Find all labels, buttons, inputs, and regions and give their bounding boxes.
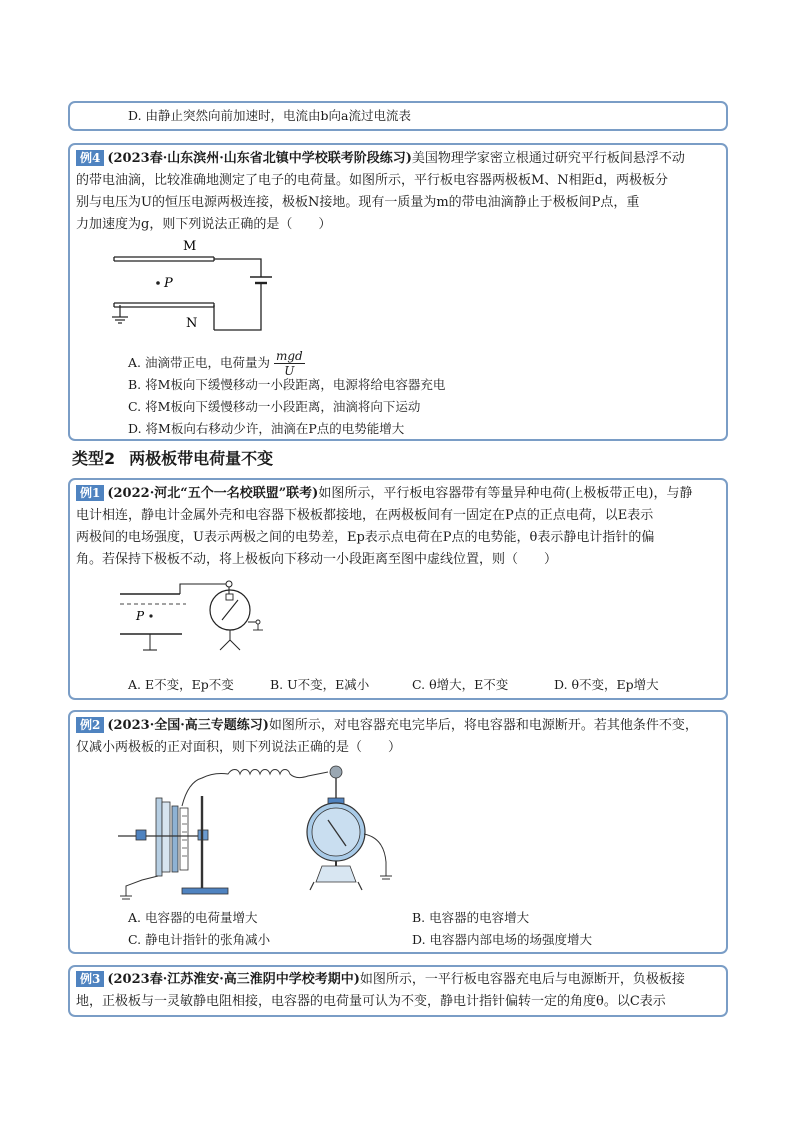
stem-line: 美国物理学家密立根通过研究平行板间悬浮不动 — [411, 151, 685, 166]
example-tag: 例3 — [76, 971, 104, 987]
example-source: (2023春·江苏淮安·高三淮阴中学校考期中) — [107, 972, 360, 987]
stem-line: 两极间的电场强度，U表示两极之间的电势差，Ep表示点电荷在P点的电势能，θ表示静电计指针的偏 — [76, 530, 655, 545]
stem-line: 力加速度为g，则下列说法正确的是（ ） — [76, 217, 332, 232]
point-p-label: P — [136, 609, 145, 623]
example-source: (2023春·山东滨州·山东省北镇中学校联考阶段练习) — [107, 151, 412, 166]
plate-m-label: M — [183, 239, 197, 254]
option-b: B. 电容器的电容增大 — [412, 910, 530, 925]
option-a: A. 油滴带正电，电荷量为 mgd U — [128, 349, 303, 378]
option-c: C. 将M板向下缓慢移动一小段距离，油滴将向下运动 — [128, 399, 421, 414]
stem-line: 仅减小两极板的正对面积，则下列说法正确的是（ ） — [76, 740, 402, 755]
example-tag: 例4 — [76, 150, 104, 166]
plate-n-label: N — [186, 316, 198, 331]
example-2-stem — [76, 715, 720, 759]
stem-line: 别与电压为U的恒压电源两极连接，极板N接地。现有一质量为m的带电油滴静止于极板间P点，重 — [76, 195, 640, 210]
example-4-card — [68, 143, 728, 441]
stem-line: 如图所示，平行板电容器带有等量异种电荷(上极板带正电)，与静 — [318, 486, 693, 501]
fraction-numerator: mgd — [275, 349, 303, 363]
capacitor-battery-diagram — [100, 235, 280, 335]
example-3-stem — [76, 969, 720, 1013]
option-d-box — [68, 101, 728, 131]
example-3-card — [68, 965, 728, 1017]
example-4-stem — [76, 148, 720, 236]
stem-line: 电计相连，静电计金属外壳和电容器下极板都接地，在两极板间有一固定在P点的正点电荷，以E表示 — [76, 508, 654, 523]
stem-line: 如图所示，对电容器充电完毕后，将电容器和电源断开。若其他条件不变， — [268, 718, 698, 733]
stem-line: 如图所示，一平行板电容器充电后与电源断开，负极板接 — [359, 972, 685, 987]
example-tag: 例1 — [76, 485, 104, 501]
example-tag: 例2 — [76, 717, 104, 733]
option-c: C. 静电计指针的张角减小 — [128, 932, 271, 947]
stem-line: 角。若保持下极板不动，将上极板向下移动一小段距离至图中虚线位置，则（ ） — [76, 552, 558, 567]
option-d: D. 将M板向右移动少许，油滴在P点的电势能增大 — [128, 421, 405, 436]
option-b: B. 将M板向下缓慢移动一小段距离，电源将给电容器充电 — [128, 377, 446, 392]
example-source: (2022·河北“五个一名校联盟”联考) — [107, 486, 319, 501]
example-source: (2023·全国·高三专题练习) — [107, 718, 269, 733]
fraction-denominator: U — [284, 364, 295, 378]
stem-line: 的带电油滴，比较准确地测定了电子的电荷量。如图所示，平行板电容器两极板M、N相距d，两极板分 — [76, 173, 669, 188]
option-d: D. 电容器内部电场的场强度增大 — [412, 932, 593, 947]
option-a: A. 电容器的电荷量增大 — [128, 910, 258, 925]
stem-line: 地，正极板与一灵敏静电阻相接，电容器的电荷量可认为不变，静电计指针偏转一定的角度θ。以C表示 — [76, 994, 666, 1009]
section-heading: 类型2 两极板带电荷量不变 — [72, 449, 274, 468]
option-b: B. U不变，E减小 — [270, 677, 370, 692]
option-d: D. θ不变，Ep增大 — [554, 677, 659, 692]
option-d: D. 由静止突然向前加速时，电流由b向a流过电流表 — [128, 108, 411, 123]
apparatus-diagram — [118, 762, 368, 902]
point-p-label: P — [164, 276, 173, 291]
example-2-card — [68, 710, 728, 954]
option-c: C. θ增大，E不变 — [412, 677, 509, 692]
option-a: A. E不变，Ep不变 — [128, 677, 234, 692]
example-1-card — [68, 478, 728, 700]
example-1-stem — [76, 483, 720, 571]
capacitor-electrometer-diagram — [110, 578, 270, 668]
